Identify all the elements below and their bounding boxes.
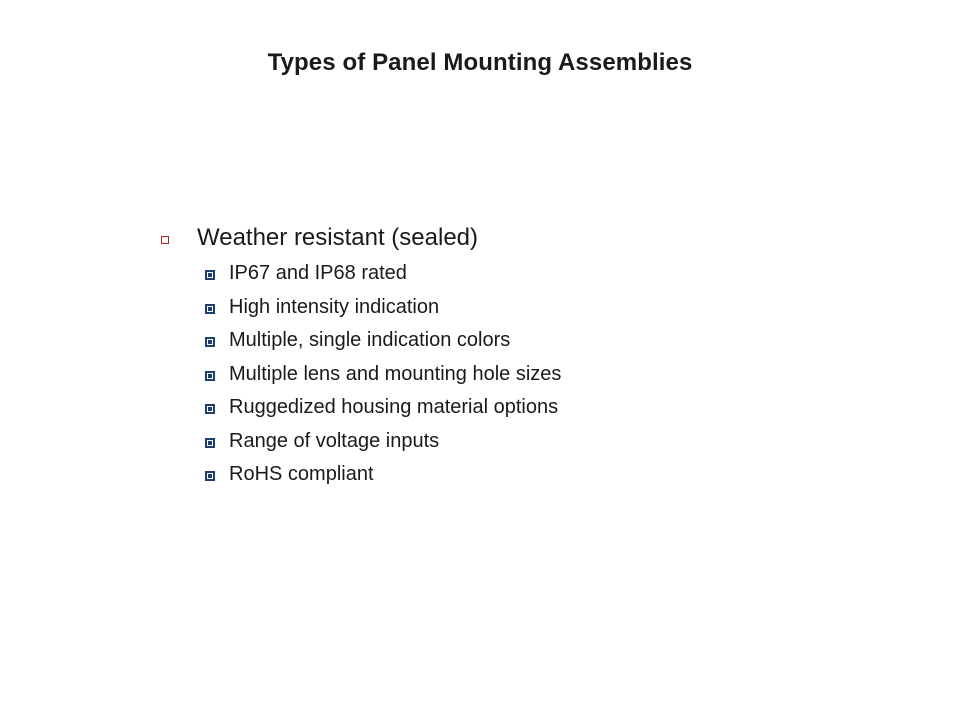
filled-square-bullet-icon <box>205 270 215 280</box>
sub-bullet-text: Range of voltage inputs <box>229 429 440 452</box>
filled-square-bullet-icon <box>205 371 215 381</box>
sub-bullet-list <box>161 258 921 493</box>
sub-bullet-text: IP67 and IP68 rated <box>229 262 407 284</box>
sub-bullet-text: Ruggedized housing material options <box>229 396 559 418</box>
filled-square-bullet-icon <box>205 471 215 481</box>
sub-bullet-text: Multiple, single indication colors <box>229 329 511 351</box>
sub-bullet-text: RoHS compliant <box>229 463 374 485</box>
filled-square-bullet-icon <box>205 404 215 414</box>
list-item-main <box>161 222 921 258</box>
filled-square-bullet-icon <box>205 337 215 347</box>
filled-square-bullet-icon <box>205 438 215 448</box>
list-item <box>161 359 921 393</box>
sub-bullet-text: High intensity indication <box>229 295 440 318</box>
slide-title: Types of Panel Mounting Assemblies <box>267 49 693 76</box>
list-item <box>161 426 921 460</box>
main-bullet-text: Weather resistant (sealed) <box>197 224 479 251</box>
list-item <box>161 459 921 493</box>
list-item <box>161 258 921 292</box>
list-item <box>161 292 921 326</box>
sub-bullet-text: Multiple lens and mounting hole sizes <box>229 362 562 385</box>
list-item <box>161 325 921 359</box>
filled-square-bullet-icon <box>205 304 215 314</box>
bullet-list <box>161 222 921 493</box>
list-item <box>161 392 921 426</box>
hollow-square-bullet-icon <box>161 236 169 244</box>
